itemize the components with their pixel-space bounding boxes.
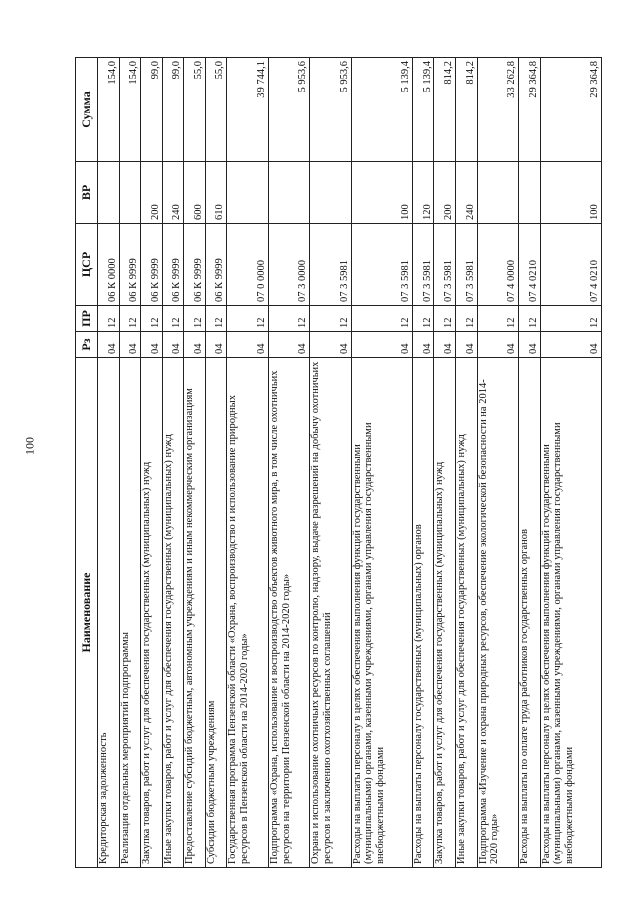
cell-sum: 99,0: [141, 58, 163, 162]
table-row: [184, 58, 206, 868]
cell-csr: 07 3 5981: [310, 224, 351, 306]
cell-sum: 5 953,6: [310, 58, 351, 162]
cell-name: Реализация отдельных мероприятий подпрограммы: [119, 358, 141, 868]
cell-name: Предоставление субсидий бюджетным, автономным учреждениям и иным некоммерческим организациям: [184, 358, 206, 868]
table-row: [351, 58, 412, 868]
cell-vr: [477, 162, 518, 224]
cell-vr: 120: [412, 162, 434, 224]
header-csr: ЦСР: [76, 224, 98, 306]
cell-csr: 06 К 9999: [205, 224, 227, 306]
cell-vr: [227, 162, 268, 224]
cell-name: Охрана и использование охотничьих ресурсов по контролю, надзору, выдаче разрешений на добычу охотничьих ресурсов и заключению охотхозяйственных соглашений: [310, 358, 351, 868]
cell-vr: [119, 162, 141, 224]
cell-name: Кредиторская задолженность: [98, 358, 120, 868]
cell-name: Закупка товаров, работ и услуг для обеспечения государственных (муниципальных) нужд: [434, 358, 456, 868]
cell-name: Подпрограмма «Изучение и охрана природных ресурсов, обеспечение экологической безопасности на 2014-2020 годы»: [477, 358, 518, 868]
cell-sum: 33 262,8: [477, 58, 518, 162]
table-row: [162, 58, 184, 868]
table-row: [268, 58, 309, 868]
cell-name: Закупка товаров, работ и услуг для обеспечения государственных (муниципальных) нужд: [141, 358, 163, 868]
cell-sum: 814,2: [456, 58, 478, 162]
cell-sum: 39 744,1: [227, 58, 268, 162]
cell-rz: 04: [456, 332, 478, 358]
cell-csr: 07 3 5981: [351, 224, 412, 306]
cell-rz: 04: [310, 332, 351, 358]
header-vr: ВР: [76, 162, 98, 224]
cell-rz: 04: [268, 332, 309, 358]
cell-pr: 12: [227, 306, 268, 332]
table-row: [412, 58, 434, 868]
table-row: [434, 58, 456, 868]
cell-pr: 12: [119, 306, 141, 332]
cell-rz: 04: [119, 332, 141, 358]
cell-pr: 12: [456, 306, 478, 332]
cell-rz: 04: [434, 332, 456, 358]
table-row: [456, 58, 478, 868]
cell-rz: 04: [184, 332, 206, 358]
cell-pr: 12: [162, 306, 184, 332]
table-row: [540, 58, 601, 868]
table-row: [518, 58, 540, 868]
cell-csr: 07 3 5981: [434, 224, 456, 306]
cell-name: Иные закупки товаров, работ и услуг для обеспечения государственных (муниципальных) нужд: [456, 358, 478, 868]
cell-rz: 04: [162, 332, 184, 358]
cell-pr: 12: [268, 306, 309, 332]
cell-vr: 600: [184, 162, 206, 224]
cell-rz: 04: [412, 332, 434, 358]
cell-pr: 12: [351, 306, 412, 332]
cell-name: Подпрограмма «Охрана, использование и воспроизводство объектов животного мира, в том числе охотничьих ресурсов на территории Пензенской области на 2014-2020 годы»: [268, 358, 309, 868]
cell-pr: 12: [434, 306, 456, 332]
cell-name: Расходы на выплаты персоналу в целях обеспечения выполнения функций государственными (муниципальными) органами, казенными учреждениями, органами управления государственными внебюджетными фондами: [540, 358, 601, 868]
cell-pr: 12: [540, 306, 601, 332]
cell-csr: 07 4 0210: [540, 224, 601, 306]
table-row: [205, 58, 227, 868]
cell-csr: 07 4 0000: [477, 224, 518, 306]
cell-rz: 04: [141, 332, 163, 358]
header-rz: Рз: [76, 332, 98, 358]
cell-name: Государственная программа Пензенской области «Охрана, воспроизводство и использование природных ресурсов в Пензенской области на 2014-2020 годы»: [227, 358, 268, 868]
cell-sum: 814,2: [434, 58, 456, 162]
cell-vr: [98, 162, 120, 224]
cell-pr: 12: [141, 306, 163, 332]
cell-sum: 5 139,4: [412, 58, 434, 162]
cell-sum: 55,0: [205, 58, 227, 162]
cell-csr: 06 К 9999: [184, 224, 206, 306]
cell-rz: 04: [227, 332, 268, 358]
table-body: [98, 58, 602, 868]
page-number-text: 100: [22, 437, 37, 455]
cell-csr: 06 К 9999: [162, 224, 184, 306]
cell-rz: 04: [351, 332, 412, 358]
cell-csr: 06 К 0000: [98, 224, 120, 306]
cell-vr: [268, 162, 309, 224]
cell-sum: 5 139,4: [351, 58, 412, 162]
cell-sum: 29 364,8: [518, 58, 540, 162]
cell-sum: 5 953,6: [268, 58, 309, 162]
table-row: [227, 58, 268, 868]
table-row: [98, 58, 120, 868]
cell-name: Расходы на выплаты персоналу государственных (муниципальных) органов: [412, 358, 434, 868]
header-name: Наименование: [76, 358, 98, 868]
cell-csr: 07 4 0210: [518, 224, 540, 306]
cell-name: Иные закупки товаров, работ и услуг для обеспечения государственных (муниципальных) нужд: [162, 358, 184, 868]
header-pr: ПР: [76, 306, 98, 332]
cell-sum: 154,0: [98, 58, 120, 162]
cell-csr: 07 3 5981: [412, 224, 434, 306]
cell-name: Субсидии бюджетным учреждениям: [205, 358, 227, 868]
rotated-table-container: [75, 58, 602, 868]
cell-sum: 154,0: [119, 58, 141, 162]
cell-rz: 04: [540, 332, 601, 358]
cell-vr: 100: [540, 162, 601, 224]
cell-vr: 240: [456, 162, 478, 224]
cell-vr: 610: [205, 162, 227, 224]
header-sum: Сумма: [76, 58, 98, 162]
cell-csr: 07 3 0000: [268, 224, 309, 306]
cell-pr: 12: [184, 306, 206, 332]
cell-csr: 06 К 9999: [119, 224, 141, 306]
cell-rz: 04: [477, 332, 518, 358]
cell-pr: 12: [98, 306, 120, 332]
cell-vr: 100: [351, 162, 412, 224]
cell-csr: 06 К 9999: [141, 224, 163, 306]
cell-rz: 04: [518, 332, 540, 358]
table-row: [310, 58, 351, 868]
cell-rz: 04: [98, 332, 120, 358]
cell-name: Расходы на выплаты персоналу в целях обеспечения выполнения функций государственными (муниципальными) органами, казенными учреждениями, органами управления государственными внебюджетными фондами: [351, 358, 412, 868]
cell-vr: [518, 162, 540, 224]
table-row: [119, 58, 141, 868]
table-row: [141, 58, 163, 868]
table-row: [477, 58, 518, 868]
cell-pr: 12: [518, 306, 540, 332]
budget-table: [75, 57, 602, 868]
cell-vr: 240: [162, 162, 184, 224]
cell-name: Расходы на выплаты по оплате труда работников государственных органов: [518, 358, 540, 868]
cell-vr: 200: [434, 162, 456, 224]
cell-pr: 12: [310, 306, 351, 332]
cell-sum: 55,0: [184, 58, 206, 162]
cell-sum: 99,0: [162, 58, 184, 162]
table-header-row: [76, 58, 98, 868]
cell-pr: 12: [412, 306, 434, 332]
cell-csr: 07 3 5981: [456, 224, 478, 306]
cell-pr: 12: [477, 306, 518, 332]
cell-sum: 29 364,8: [540, 58, 601, 162]
cell-rz: 04: [205, 332, 227, 358]
cell-vr: 200: [141, 162, 163, 224]
cell-pr: 12: [205, 306, 227, 332]
cell-vr: [310, 162, 351, 224]
cell-csr: 07 0 0000: [227, 224, 268, 306]
